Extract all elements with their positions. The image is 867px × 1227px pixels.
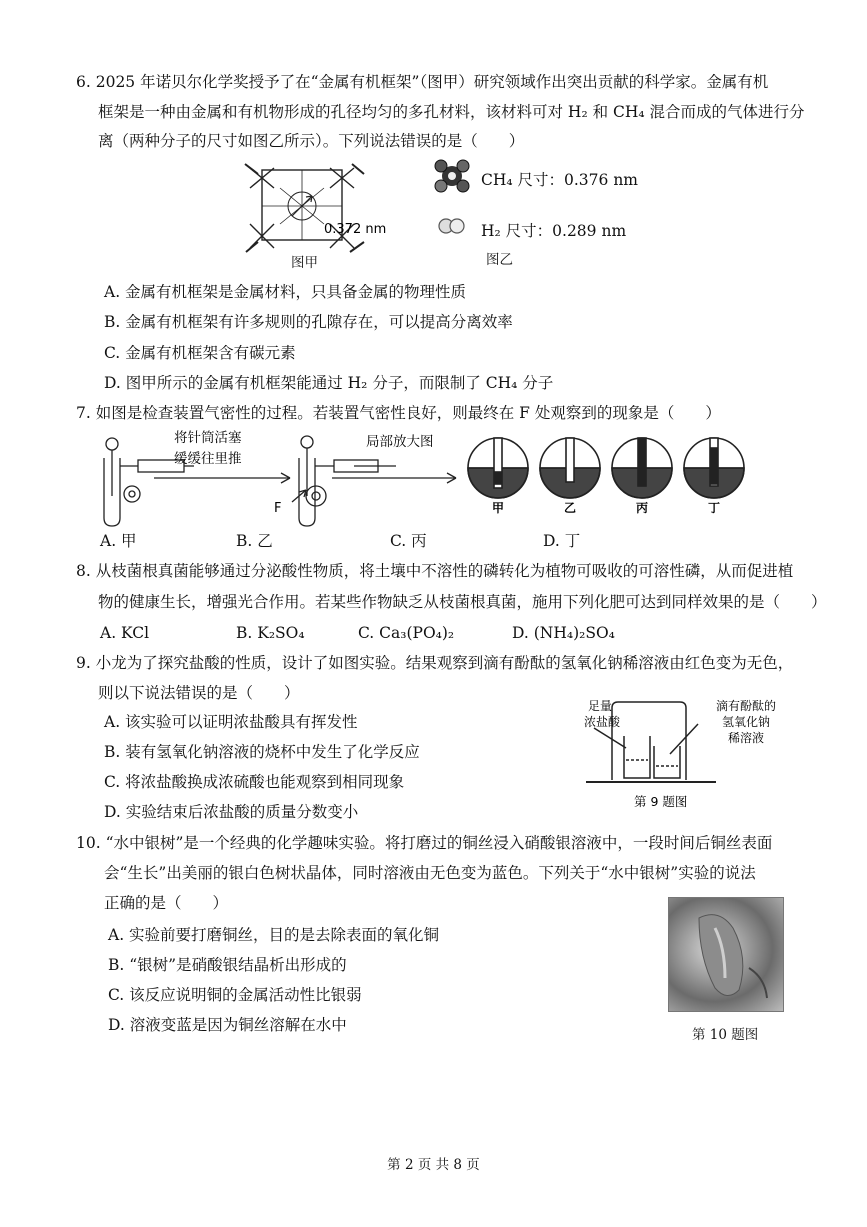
q7-option-d[interactable]: D. 丁 (543, 532, 581, 550)
q6-figure-a-measure: 0.372 nm (324, 222, 387, 237)
page-footer: 第 2 页 共 8 页 (387, 1157, 480, 1173)
q9-right-label-2: 氢氧化钠 (722, 715, 771, 729)
q7-circle-yi (540, 438, 600, 498)
q9-left-label-2: 浓盐酸 (584, 715, 621, 729)
q7-stem: 7. 如图是检查装置气密性的过程。若装置气密性良好，则最终在 F 处观察到的现象是（ ） (76, 404, 721, 422)
q6-option-a[interactable]: A. 金属有机框架是金属材料，只具备金属的物理性质 (104, 283, 467, 301)
q9-right-label-3: 稀溶液 (728, 731, 765, 745)
h2-molecule-icon (436, 216, 468, 236)
q10-stem-line2: 会“生长”出美丽的银白色树状晶体，同时溶液由无色变为蓝色。下列关于“水中银树”实验的说法 (104, 864, 756, 882)
q9-caption: 第 9 题图 (634, 794, 688, 809)
q6-figure-a (240, 158, 410, 268)
q7-figure (96, 430, 756, 528)
q10-caption: 第 10 题图 (692, 1027, 759, 1043)
q7-option-b[interactable]: B. 乙 (236, 532, 273, 550)
q9-option-c[interactable]: C. 将浓盐酸换成浓硫酸也能观察到相同现象 (104, 773, 405, 791)
q10-silver-tree-photo (668, 897, 784, 1012)
q7-arrow2-label: 局部放大图 (366, 434, 434, 450)
q9-stem-line2: 则以下说法错误的是（ ） (98, 684, 300, 702)
q7-option-a[interactable]: A. 甲 (100, 532, 137, 550)
q8-stem-line2: 物的健康生长，增强光合作用。若某些作物缺乏从枝菌根真菌，施用下列化肥可达到同样效果的是（ ） (98, 593, 827, 611)
q7-arrow1-line2: 缓缓往里推 (174, 451, 242, 467)
q6-option-b[interactable]: B. 金属有机框架有许多规则的孔隙存在，可以提高分离效率 (104, 313, 513, 331)
q6-figure-a-caption: 图甲 (291, 255, 318, 271)
ch4-molecule-icon (432, 158, 472, 194)
q7-arrow1-line1: 将针筒活塞 (174, 430, 242, 446)
ch4-size-label: CH₄ 尺寸：0.376 nm (481, 171, 638, 189)
q9-option-b[interactable]: B. 装有氢氧化钠溶液的烧杯中发生了化学反应 (104, 743, 420, 761)
q9-right-label-1: 滴有酚酞的 (716, 699, 777, 713)
q7-label-ding: 丁 (708, 501, 721, 515)
q6-stem-line2: 框架是一种由金属和有机物形成的孔径均匀的多孔材料，该材料可对 H₂ 和 CH₄ 混合而成的气体进行分 (98, 103, 805, 121)
q10-stem-line1: 10. “水中银树”是一个经典的化学趣味实验。将打磨过的铜丝浸入硝酸银溶液中，一段时间后铜丝表面 (76, 834, 773, 852)
q8-stem-line1: 8. 从枝菌根真菌能够通过分泌酸性物质，将土壤中不溶性的磷转化为植物可吸收的可溶性磷，从而促进植 (76, 562, 794, 580)
q6-stem-line1: 6. 2025 年诺贝尔化学奖授予了在“金属有机框架”（图甲）研究领域作出突出贡献的科学家。金属有机 (76, 73, 769, 91)
q6-option-d[interactable]: D. 图甲所示的金属有机框架能通过 H₂ 分子，而限制了 CH₄ 分子 (104, 374, 554, 392)
q6-option-c[interactable]: C. 金属有机框架含有碳元素 (104, 344, 296, 362)
q9-option-d[interactable]: D. 实验结束后浓盐酸的质量分数变小 (104, 803, 359, 821)
h2-size-label: H₂ 尺寸：0.289 nm (481, 222, 627, 240)
q6-figure-b-caption: 图乙 (486, 252, 513, 268)
q10-stem-line3: 正确的是（ ） (104, 894, 229, 912)
q7-label-yi: 乙 (564, 501, 577, 515)
q9-option-a[interactable]: A. 该实验可以证明浓盐酸具有挥发性 (104, 713, 358, 731)
q10-option-a[interactable]: A. 实验前要打磨铜丝，目的是去除表面的氧化铜 (108, 926, 440, 944)
q8-option-a[interactable]: A. KCl (100, 624, 150, 642)
q7-circle-jia (468, 438, 528, 498)
q7-label-jia: 甲 (492, 501, 505, 515)
q7-circle-ding (684, 438, 744, 498)
q7-circle-bing (612, 438, 672, 498)
q9-figure (580, 696, 820, 810)
q7-label-bing: 丙 (636, 501, 649, 515)
q6-stem-line3: 离（两种分子的尺寸如图乙所示）。下列说法错误的是（ ） (98, 132, 525, 150)
q8-option-d[interactable]: D. (NH₄)₂SO₄ (512, 624, 615, 642)
q10-option-c[interactable]: C. 该反应说明铜的金属活动性比银弱 (108, 986, 362, 1004)
q9-stem-line1: 9. 小龙为了探究盐酸的性质，设计了如图实验。结果观察到滴有酚酞的氢氧化钠稀溶液由红色变为无色， (76, 654, 794, 672)
q10-option-d[interactable]: D. 溶液变蓝是因为铜丝溶解在水中 (108, 1016, 347, 1034)
q7-point-f: F (274, 501, 282, 516)
q8-option-b[interactable]: B. K₂SO₄ (236, 624, 305, 642)
q9-left-label-1: 足量 (588, 699, 613, 713)
q7-option-c[interactable]: C. 丙 (390, 532, 427, 550)
q10-option-b[interactable]: B. “银树”是硝酸银结晶析出形成的 (108, 956, 347, 974)
q8-option-c[interactable]: C. Ca₃(PO₄)₂ (358, 624, 455, 642)
